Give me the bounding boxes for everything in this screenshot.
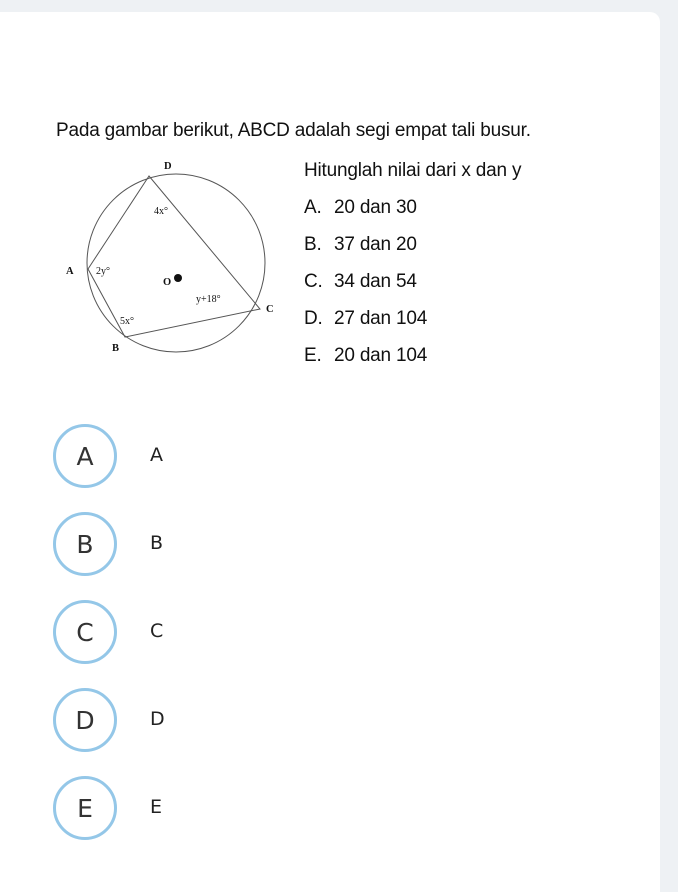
option-letter: D.	[304, 308, 323, 329]
angle-label-d: 4x°	[154, 206, 168, 217]
answer-choice-c[interactable]	[53, 600, 453, 664]
answer-label: C	[150, 620, 164, 642]
answer-choice-e[interactable]	[53, 776, 453, 840]
angle-label-b: 5x°	[120, 316, 134, 327]
option-text: 27 dan 104	[334, 308, 428, 329]
question-option-e	[304, 345, 521, 382]
quadrilateral-abcd	[88, 176, 260, 337]
vertex-label-c: C	[266, 304, 274, 315]
angle-label-c: y+18°	[196, 294, 221, 305]
answer-label: E	[150, 796, 163, 818]
vertex-label-b: B	[112, 343, 120, 354]
center-label-o: O	[163, 277, 172, 288]
option-text: 37 dan 20	[334, 234, 417, 255]
option-letter: B.	[304, 234, 322, 255]
question-option-c	[304, 271, 521, 308]
option-letter: A.	[304, 197, 322, 218]
answer-key-circle[interactable]: B	[53, 512, 117, 576]
option-text: 20 dan 104	[334, 345, 428, 366]
option-letter: C.	[304, 271, 323, 292]
option-text: 34 dan 54	[334, 271, 417, 292]
question-prompt: Hitunglah nilai dari x dan y	[304, 160, 522, 181]
answer-key-circle[interactable]: C	[53, 600, 117, 664]
question-option-d	[304, 308, 521, 345]
answer-label: A	[150, 444, 163, 466]
vertex-label-d: D	[164, 161, 172, 172]
angle-label-a: 2y°	[96, 266, 110, 277]
answer-key-circle[interactable]: E	[53, 776, 117, 840]
answer-choice-d[interactable]	[53, 688, 453, 752]
answer-label: B	[150, 532, 164, 554]
circumcircle	[87, 174, 265, 352]
question-option-b	[304, 234, 521, 271]
answer-key-circle[interactable]: D	[53, 688, 117, 752]
answer-key-circle[interactable]: A	[53, 424, 117, 488]
question-text: Pada gambar berikut, ABCD adalah segi empat tali busur.	[56, 120, 531, 141]
question-option-a	[304, 197, 521, 234]
cyclic-quadrilateral-figure	[56, 152, 286, 362]
center-dot	[174, 274, 182, 282]
option-letter: E.	[304, 345, 322, 366]
answer-choice-a[interactable]	[53, 424, 453, 488]
question-options	[304, 160, 521, 382]
answer-label: D	[150, 708, 165, 730]
figure-svg	[56, 152, 286, 362]
vertex-label-a: A	[66, 266, 74, 277]
option-text: 20 dan 30	[334, 197, 417, 218]
answer-choice-b[interactable]	[53, 512, 453, 576]
